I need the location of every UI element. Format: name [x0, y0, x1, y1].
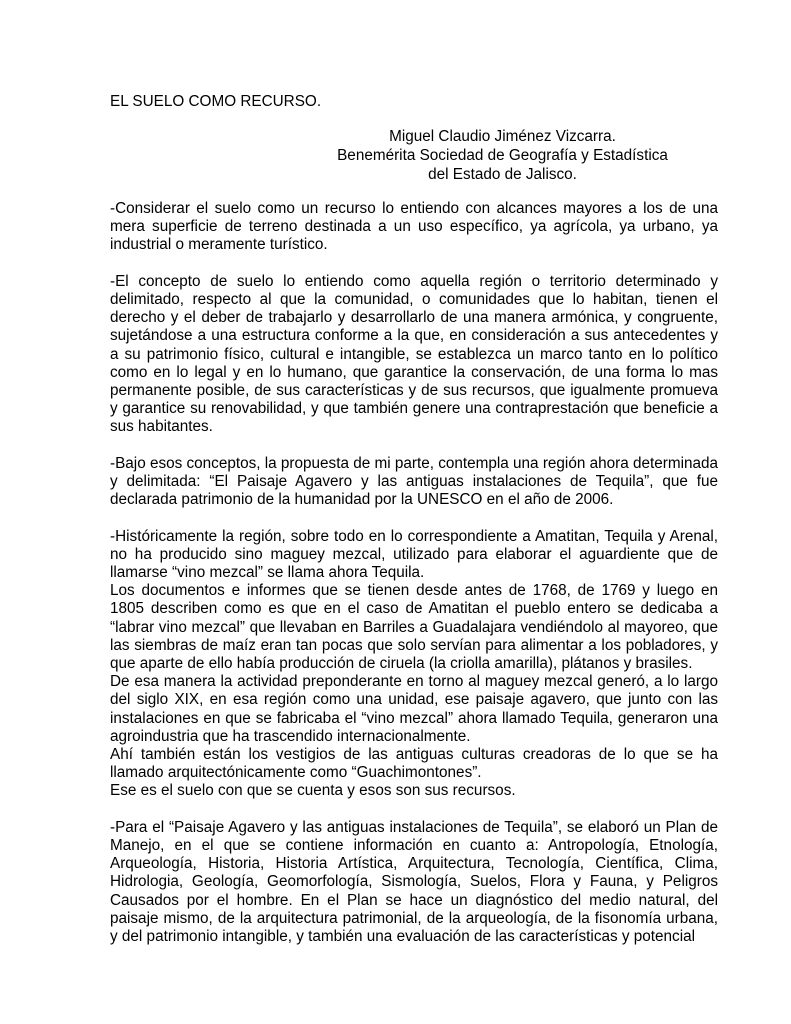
paragraph-concepto-suelo: -El concepto de suelo lo entiendo como aquella región o territorio determinado y delimitado, respecto al que la comunidad, o comunidades que lo habitan, tienen el derecho y el deber de trabajarlo y desarrollarlo de una manera armónica, y congruente, sujetándose a una estructura conforme a la que, en consideración a sus antecedentes y a su patrimonio físico, cultural e intangible, se establezca un marco tanto en lo político como en lo legal y en lo humano, que garantice la conservación, de una forma lo mas permanente posible, de sus características y de sus recursos, que igualmente promueva y garantice su renovabilidad, y que también genere una contraprestación que beneficie a sus habitantes.	[110, 272, 718, 436]
author-affiliation-line-1: Benemérita Sociedad de Geografía y Estadística	[337, 147, 668, 164]
paragraph-guachimontones: Ahí también están los vestigios de las antiguas culturas creadoras de lo que se ha llamado arquitectónicamente como “Guachimontones”.	[110, 746, 718, 782]
author-name: Miguel Claudio Jiménez Vizcarra.	[389, 128, 616, 145]
paragraph-documentos-informes: Los documentos e informes que se tienen desde antes de 1768, de 1769 y luego en 1805 describen como es que en el caso de Amatitan el pueblo entero se dedicaba a “labrar vino mezcal” que llevaban en Barriles a Guadalajara vendiéndolo al mayoreo, que las siembras de maíz eran tan pocas que solo servían para alimentar a los pobladores, y que aparte de ello había producción de ciruela (la criolla amarilla), plátanos y brasiles.	[110, 582, 718, 673]
author-affiliation-line-2: del Estado de Jalisco.	[428, 166, 577, 183]
paragraph-historia-region: -Históricamente la región, sobre todo en lo correspondiente a Amatitan, Tequila y Arenal, no ha producido sino maguey mezcal, utilizado para elaborar el aguardiente que de llamarse “vino mezcal” se llama ahora Tequila.	[110, 527, 718, 582]
document-body	[110, 200, 718, 946]
paragraph-actividad-preponderante: De esa manera la actividad preponderante en torno al maguey mezcal generó, a lo largo del siglo XIX, en esa región como una unidad, ese paisaje agavero, que junto con las instalaciones en que se fabricaba el “vino mezcal” ahora llamado Tequila, generaron una agroindustria que ha trascendido internacionalmente.	[110, 673, 718, 745]
author-block	[330, 127, 675, 184]
paragraph-suelo-recurso: -Considerar el suelo como un recurso lo entiendo con alcances mayores a los de una mera superficie de terreno destinada a un uso específico, ya agrícola, ya urbano, ya industrial o meramente turístico.	[110, 200, 718, 254]
paragraph-suelo-recursos: Ese es el suelo con que se cuenta y esos son sus recursos.	[110, 782, 516, 800]
paragraph-plan-manejo: -Para el “Paisaje Agavero y las antiguas instalaciones de Tequila”, se elaboró un Plan de Manejo, en el que se contiene información en cuanto a: Antropología, Etnología, Arqueología, Historia, Historia Artística, Arquitectura, Tecnología, Científica, Clima, Hidrologia, Geología, Geomorfología, Sismología, Suelos, Flora y Fauna, y Peligros Causados por el hombre. En el Plan se hace un diagnóstico del medio natural, del paisaje mismo, de la arquitectura patrimonial, de la arqueología, de la fisonomía urbana, y del patrimonio intangible, y también una evaluación de las características y potencial	[110, 818, 718, 946]
paragraph-propuesta-region: -Bajo esos conceptos, la propuesta de mi parte, contempla una región ahora determinada y delimitada: “El Paisaje Agavero y las antiguas instalaciones de Tequila”, que fue declarada patrimonio de la humanidad por la UNESCO en el año de 2006.	[110, 454, 718, 509]
document-title: EL SUELO COMO RECURSO.	[110, 93, 322, 110]
